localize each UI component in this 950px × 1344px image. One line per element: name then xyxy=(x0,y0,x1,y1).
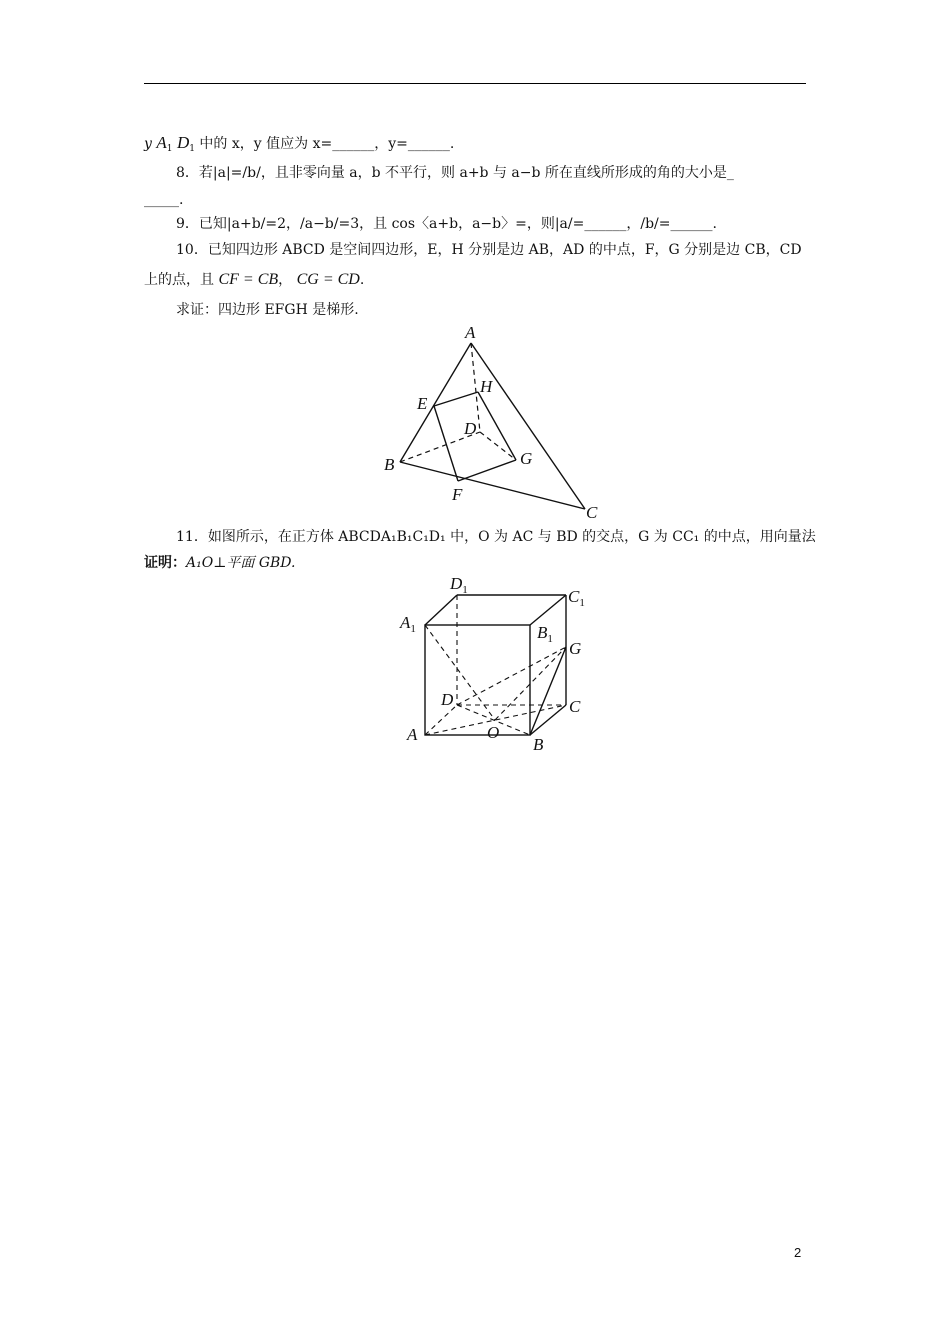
front-face xyxy=(425,625,530,735)
label-b1: $B_1$ xyxy=(537,623,553,645)
equation-cg: CG = CD xyxy=(296,271,360,288)
segment-bg xyxy=(530,647,566,735)
label-h: H xyxy=(480,377,493,396)
edge-dg xyxy=(480,432,516,460)
label-b: B xyxy=(384,455,395,474)
edge-ef xyxy=(434,406,458,481)
label-g: G xyxy=(569,639,582,658)
label-c: C xyxy=(586,503,598,522)
label-d: D xyxy=(464,419,477,438)
label-a: A xyxy=(407,725,418,744)
figure-spatial-quadrilateral xyxy=(370,320,610,525)
vector-a1-letter: A xyxy=(156,133,167,152)
label-g: G xyxy=(520,449,533,468)
label-d1: $D_1$ xyxy=(450,574,468,596)
edge-ad xyxy=(425,705,457,735)
question-10-line2: 上的点，且 CF = CB， CG = CD. xyxy=(144,271,365,288)
figure-cube xyxy=(395,572,595,757)
label-e: E xyxy=(417,394,428,413)
equation-cf: CF = CB xyxy=(218,271,279,288)
label-d: D xyxy=(441,690,454,709)
vector-d1-letter: D xyxy=(176,133,190,152)
edge-b1c1 xyxy=(530,595,566,625)
label-c: C xyxy=(569,697,581,716)
answer-line-xy: y $A_1$ $D_1$ 中的 x，y 值应为 x=______，y=______. xyxy=(144,133,455,154)
var-y: y xyxy=(144,136,152,152)
header-rule xyxy=(144,83,806,84)
label-c1: $C_1$ xyxy=(568,587,585,609)
question-11-line2: 证明：A₁O⊥平面 GBD. xyxy=(144,555,296,571)
edge-hg xyxy=(478,392,516,460)
question-10-line1: 10．已知四边形 ABCD 是空间四边形，E，H 分别是边 AB，AD 的中点，F，G 分别是边 CB，CD xyxy=(176,242,802,258)
question-10-prove: 求证：四边形 EFGH 是梯形. xyxy=(176,302,359,318)
question-8-cont: _____. xyxy=(144,192,184,208)
question-9: 9．已知|a+b/=2，/a−b/=3，且 cos〈a+b，a−b〉=，则|a/=______，/b/=______. xyxy=(176,216,717,232)
edge-fg xyxy=(458,460,516,481)
edge-a1d1 xyxy=(425,595,457,625)
page-number: 2 xyxy=(794,1245,802,1260)
label-o: O xyxy=(487,723,500,742)
segment-dg xyxy=(457,647,566,705)
label-a: A xyxy=(465,323,476,342)
label-b: B xyxy=(533,735,544,754)
question-8: 8．若|a|=/b/，且非零向量 a，b 不平行，则 a+b 与 a−b 所在直线所形成的角的大小是_ xyxy=(176,165,734,181)
answer-line-text: 中的 x，y 值应为 x=______，y=______. xyxy=(199,136,455,152)
question-11-line1: 11．如图所示，在正方体 ABCDA₁B₁C₁D₁ 中，O 为 AC 与 BD 的交点，G 为 CC₁ 的中点，用向量法 xyxy=(176,529,816,545)
edge-ab xyxy=(400,343,471,462)
label-f: F xyxy=(452,485,463,504)
label-a1: $A_1$ xyxy=(400,613,416,635)
